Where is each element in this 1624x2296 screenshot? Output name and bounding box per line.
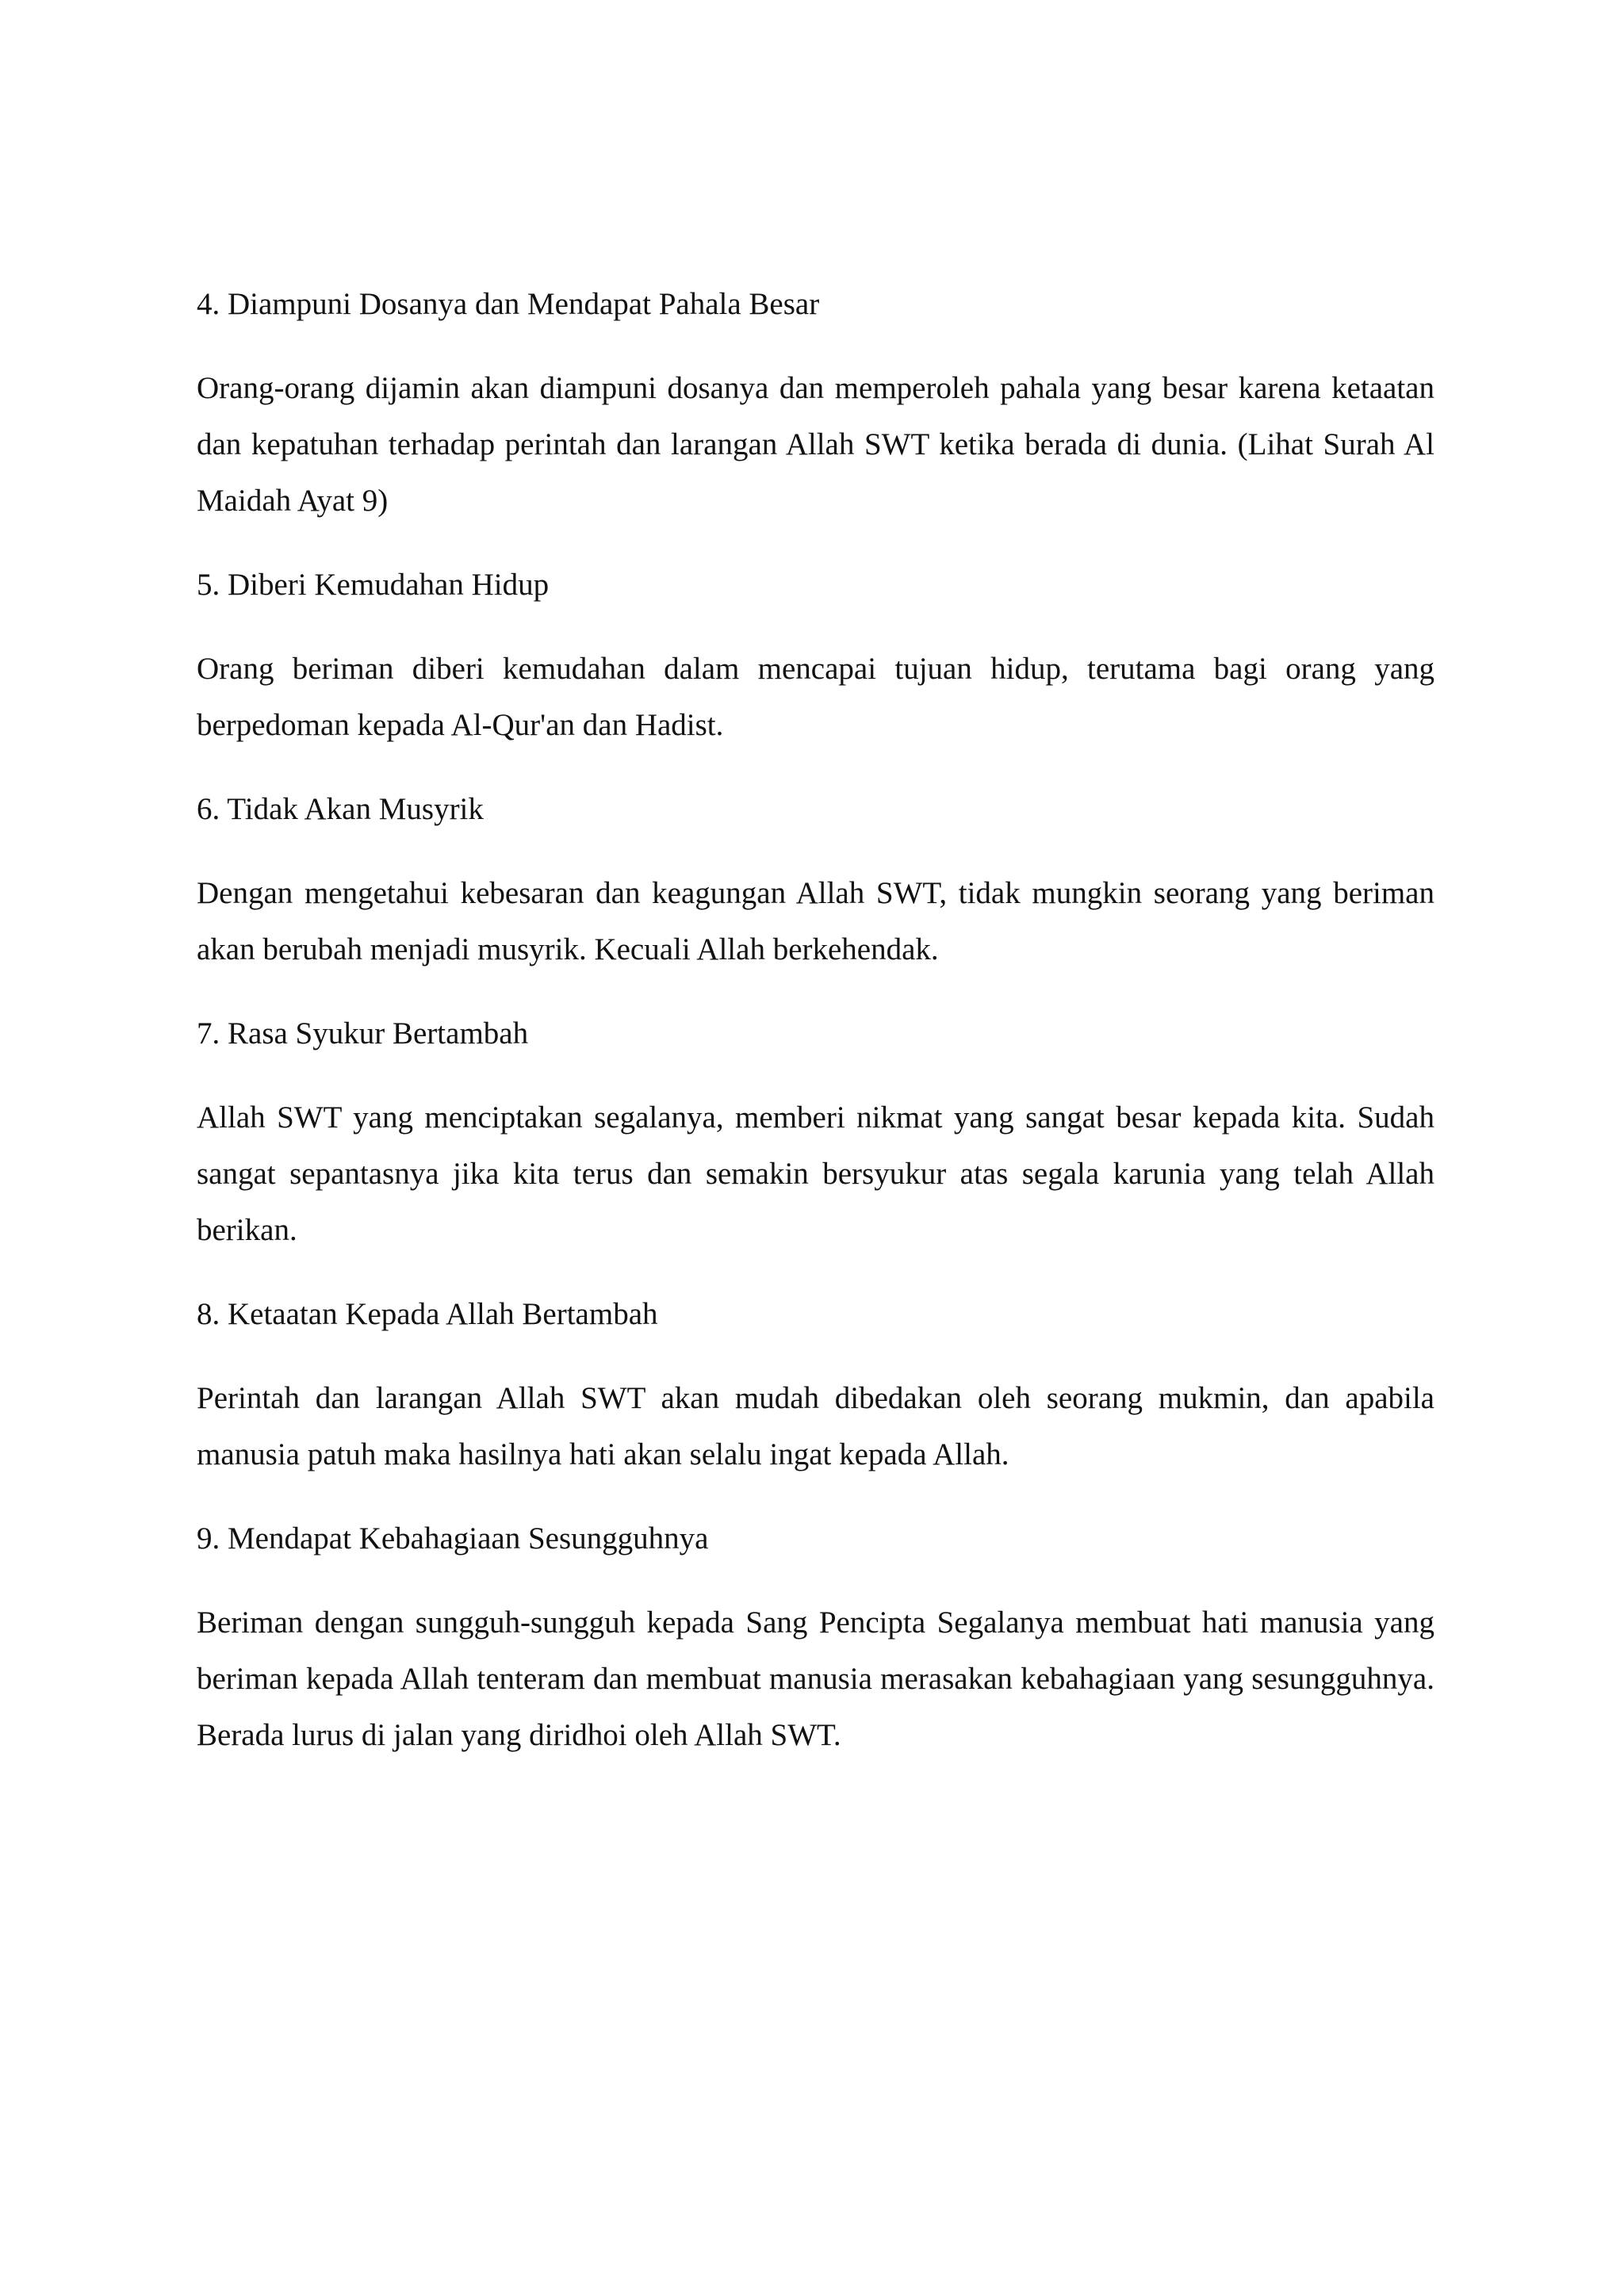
document-body <box>197 276 1434 1763</box>
section-body-5: Orang beriman diberi kemudahan dalam mencapai tujuan hidup, terutama bagi orang yang berpedoman kepada Al-Qur'an dan Hadist. <box>197 652 1434 742</box>
section-heading-5: 5. Diberi Kemudahan Hidup <box>197 568 550 602</box>
section-heading-4: 4. Diampuni Dosanya dan Mendapat Pahala Besar <box>197 287 820 321</box>
section-heading-7: 7. Rasa Syukur Bertambah <box>197 1016 529 1050</box>
section-body-8: Perintah dan larangan Allah SWT akan mudah dibedakan oleh seorang mukmin, dan apabila manusia patuh maka hasilnya hati akan selalu ingat kepada Allah. <box>197 1381 1434 1471</box>
section-body-6: Dengan mengetahui kebesaran dan keagungan Allah SWT, tidak mungkin seorang yang beriman akan berubah menjadi musyrik. Kecuali Allah berkehendak. <box>197 876 1434 966</box>
section-heading-8: 8. Ketaatan Kepada Allah Bertambah <box>197 1297 658 1331</box>
section-body-9: Beriman dengan sungguh-sungguh kepada Sang Pencipta Segalanya membuat hati manusia yang beriman kepada Allah tenteram dan membuat manusia merasakan kebahagiaan yang sesungguhnya. Berada lurus di jalan yang diridhoi oleh Allah SWT. <box>197 1605 1434 1752</box>
section-heading-6: 6. Tidak Akan Musyrik <box>197 792 484 826</box>
section-heading-9: 9. Mendapat Kebahagiaan Sesungguhnya <box>197 1521 709 1556</box>
section-body-4: Orang-orang dijamin akan diampuni dosanya dan memperoleh pahala yang besar karena ketaatan dan kepatuhan terhadap perintah dan larangan Allah SWT ketika berada di dunia. (Lihat Surah Al Maidah Ayat 9) <box>197 371 1434 518</box>
section-body-7: Allah SWT yang menciptakan segalanya, memberi nikmat yang sangat besar kepada kita. Sudah sangat sepantasnya jika kita terus dan semakin bersyukur atas segala karunia yang telah Allah berikan. <box>197 1100 1434 1247</box>
